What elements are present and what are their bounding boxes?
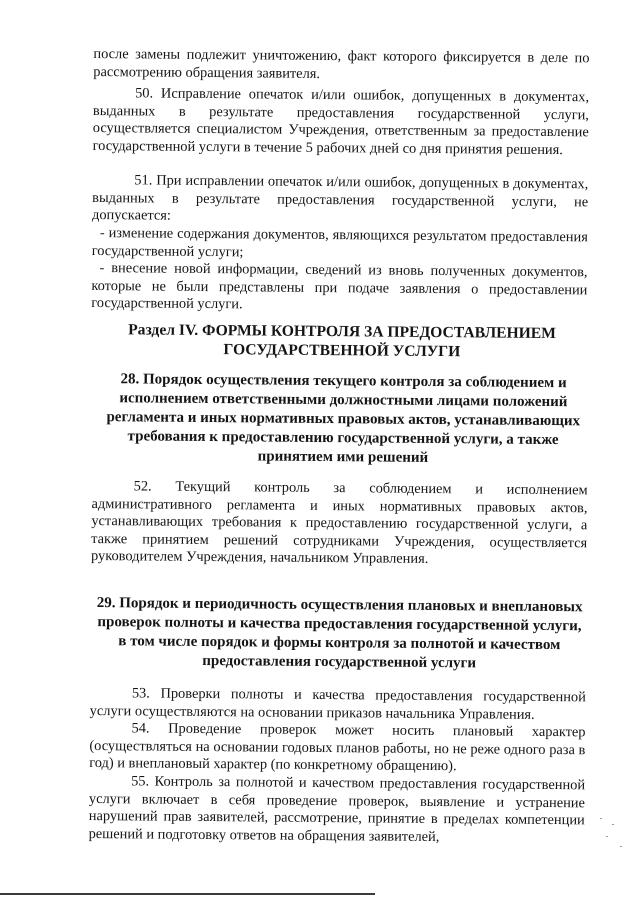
section-4-heading: Раздел IV. ФОРМЫ КОНТРОЛЯ ЗА ПРЕДОСТАВЛЕНИЕМ ГОСУДАРСТВЕННОЙ УСЛУГИ (128, 321, 556, 361)
paragraph-51-item-2: - внесение новой информации, сведений из вновь полученных документов, которые не были представлены при подаче заявления о предоставлении государственной услуги. (91, 260, 588, 313)
paragraph-52: 52. Текущий контроль за соблюдением и исполнением административного регламента и иных нормативных правовых актов, устанавливающих требования к предоставлению государственной услуги, а также принятием решений сотрудниками Учреждения, осуществляется руководителем Учреждения, начальником Управления. (90, 478, 588, 567)
paragraph-54: 54. Проведение проверок может носить плановый характер (осуществляться на основании годовых планов работы, но не реже одного раза в год) и внеплановый характер (по конкретному обращению). (89, 720, 586, 775)
paragraph-55: 55. Контроль за полнотой и качеством предоставления государственной услуги включает в себя проведение проверок, выявление и устранение нарушений прав заявителей, рассмотрение, принятие в пределах компетенции решений и подготовку ответов на обращения заявителей, (88, 773, 586, 845)
paragraph-53: 53. Проверки полноты и качества предоставления государственной услуги осуществляются на основании приказов начальника Управления. (89, 685, 586, 723)
paragraph-51: 51. При исправлении опечаток и/или ошибок, допущенных в документах, выданных в результате предоставления государственной услуги, не допускается: (91, 172, 589, 224)
scan-noise (612, 824, 614, 825)
paragraph-intro: после замены подлежит уничтожению, факт которого фиксируется в деле по рассмотрению обращения заявителя. (93, 46, 590, 82)
scan-noise (606, 836, 608, 837)
heading-28: 28. Порядок осуществления текущего контроля за соблюдением и исполнением ответственными должностными лицами положений регламента и иных нормативных правовых актов, устанавливающих требования к предоставлению государственной услуги, а также принятием ими решений (106, 371, 581, 466)
scan-noise (620, 846, 622, 847)
paragraph-50: 50. Исправление опечаток и/или ошибок, допущенных в документах, выданных в результате предоставления государственной услуги, осуществляется специалистом Учреждения, ответственным за предоставление государственной услуги в течение 5 рабочих дней со дня принятия решения. (92, 85, 590, 158)
heading-29: 29. Порядок и периодичность осуществления плановых и внеплановых проверок полноты и качества предоставления государственной услуги, в том числе порядок и формы контроля за полнотой и качеством предоставления государственной услуги (96, 595, 583, 672)
paragraph-51-item-1: - изменение содержания документов, являющихся результатом предоставления государственной услуги; (91, 225, 588, 260)
bottom-scan-line (0, 893, 375, 895)
scan-noise (600, 818, 602, 819)
